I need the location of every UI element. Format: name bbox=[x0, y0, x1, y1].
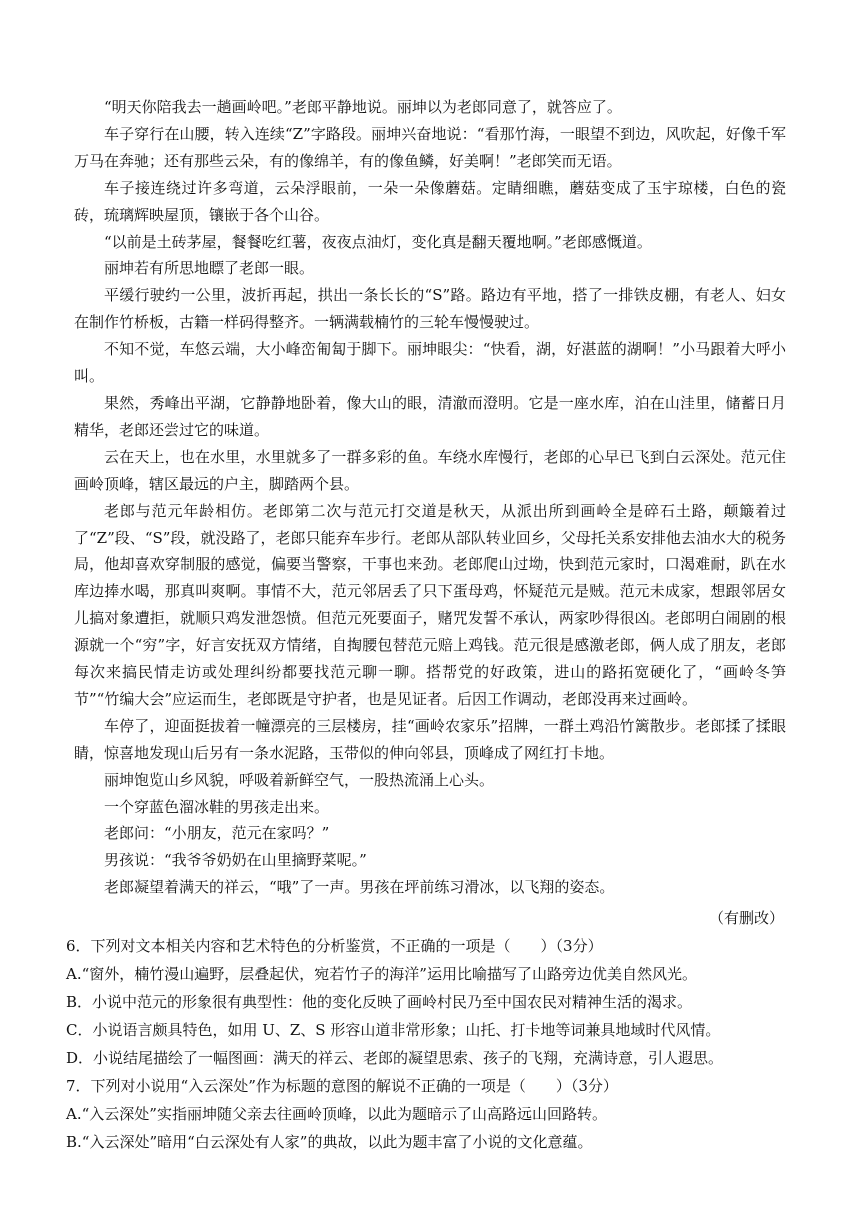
paragraph: 云在天上，也在水里，水里就多了一群多彩的鱼。车绕水库慢行，老郎的心早已飞到白云深处。范元住画岭顶峰，辖区最远的户主，脚踏两个县。 bbox=[74, 447, 786, 493]
question-7-option-a: A.“入云深处”实指丽坤随父亲去往画岭顶峰，以此为题暗示了山高路远山回路转。 bbox=[66, 1105, 607, 1124]
paragraph: 果然，秀峰出平湖，它静静地卧着，像大山的眼，清澈而澄明。它是一座水库，泊在山洼里，储蓄日月精华，老郎还尝过它的味道。 bbox=[74, 393, 786, 439]
story-text bbox=[74, 94, 786, 932]
source-note: （有删改） bbox=[708, 909, 784, 928]
question-6-option-d: D．小说结尾描绘了一幅图画：满天的祥云、老郎的凝望思索、孩子的飞翔，充满诗意，引人遐思。 bbox=[66, 1049, 724, 1068]
paragraph: 丽坤饱览山乡风貌，呼吸着新鲜空气，一股热流涌上心头。 bbox=[104, 770, 495, 789]
paragraph: 平缓行驶约一公里，波折再起，拱出一条长长的“S”路。路边有平地，搭了一排铁皮棚，有老人、妇女在制作竹桥板，古籍一样码得整齐。一辆满载楠竹的三轮车慢慢驶过。 bbox=[74, 286, 786, 332]
paragraph: 不知不觉，车悠云端，大小峰峦匍匐于脚下。丽坤眼尖：“快看，湖，好湛蓝的湖啊！”小马跟着大呼小叫。 bbox=[74, 340, 786, 386]
question-6-option-c: C．小说语言颇具特色，如用 U、Z、S 形容山道非常形象；山托、打卡地等词兼具地域时代风情。 bbox=[66, 1021, 721, 1040]
question-6-option-b: B．小说中范元的形象很有典型性：他的变化反映了画岭村民乃至中国农民对精神生活的渴求。 bbox=[66, 993, 693, 1012]
question-section bbox=[66, 932, 786, 1156]
paragraph: 老郎问：“小朋友，范元在家吗？” bbox=[104, 824, 330, 843]
paragraph: 车子接连绕过许多弯道，云朵浮眼前，一朵一朵像蘑菇。定睛细瞧，蘑菇变成了玉宇琼楼，白色的瓷砖，琉璃辉映屋顶，镶嵌于各个山谷。 bbox=[74, 178, 786, 224]
paragraph: 老郎与范元年龄相仿。老郎第二次与范元打交道是秋天，从派出所到画岭全是碎石土路，颠簸着过了“Z”段、“S”段，就没路了，老郎只能弃车步行。老郎从部队转业回乡，父母托关系安排他去油水大的税务局，他却喜欢穿制服的感觉，偏要当警察，干事也来劲。老郎爬山过坳，快到范元家时，口渴难耐，趴在水库边捧水喝，那真叫爽啊。事情不大，范元邻居丢了只下蛋母鸡，怀疑范元是贼。范元未成家，想跟邻居女儿搞对象遭拒，就顺只鸡发泄怨愤。但范元死要面子，赌咒发誓不承认，两家吵得很凶。老郎明白闹剧的根源就一个“穷”字，好言安抚双方情绪，自掏腰包替范元赔上鸡钱。范元很是感激老郎，俩人成了朋友，老郎每次来搞民情走访或处理纠纷都要找范元聊一聊。搭帮党的好政策，进山的路拓宽硬化了，“画岭冬笋节”“竹编大会”应运而生，老郎既是守护者，也是见证者。后因工作调动，老郎没再来过画岭。 bbox=[74, 501, 786, 708]
paragraph: “明天你陪我去一趟画岭吧。”老郎平静地说。丽坤以为老郎同意了，就答应了。 bbox=[104, 98, 622, 116]
paragraph: 车子穿行在山腰，转入连续“Z”字路段。丽坤兴奋地说：“看那竹海，一眼望不到边，风吹起，好像千军万马在奔驰；还有那些云朵，有的像绵羊，有的像鱼鳞，好美啊！”老郎笑而无语。 bbox=[74, 124, 786, 170]
paragraph: 男孩说：“我爷爷奶奶在山里摘野菜呢。” bbox=[104, 851, 367, 870]
question-7-stem: 7．下列对小说用“入云深处”作为标题的意图的解说不正确的一项是（ ）（3分） bbox=[66, 1077, 618, 1096]
paragraph: 丽坤若有所思地瞟了老郎一眼。 bbox=[104, 259, 315, 278]
paragraph: 一个穿蓝色溜冰鞋的男孩走出来。 bbox=[104, 797, 330, 816]
paragraph: 老郎凝望着满天的祥云，“哦”了一声。男孩在坪前练习滑冰，以飞翔的姿态。 bbox=[104, 878, 615, 897]
question-6-option-a: A.“窗外，楠竹漫山遍野，层叠起伏，宛若竹子的海洋”运用比喻描写了山路旁边优美自然风光。 bbox=[66, 965, 697, 984]
question-6-stem: 6．下列对文本相关内容和艺术特色的分析鉴赏，不正确的一项是（ ）（3分） bbox=[66, 937, 603, 956]
paragraph: 车停了，迎面挺拔着一幢漂亮的三层楼房，挂“画岭农家乐”招牌，一群土鸡沿竹篱散步。老郎揉了揉眼睛，惊喜地发现山后另有一条水泥路，玉带似的伸向邻县，顶峰成了网红打卡地。 bbox=[74, 716, 786, 762]
paragraph: “以前是土砖茅屋，餐餐吃红薯，夜夜点油灯，变化真是翻天覆地啊。”老郎感慨道。 bbox=[104, 232, 652, 251]
question-7-option-b: B.“入云深处”暗用“白云深处有人家”的典故，以此为题丰富了小说的文化意蕴。 bbox=[66, 1133, 593, 1152]
